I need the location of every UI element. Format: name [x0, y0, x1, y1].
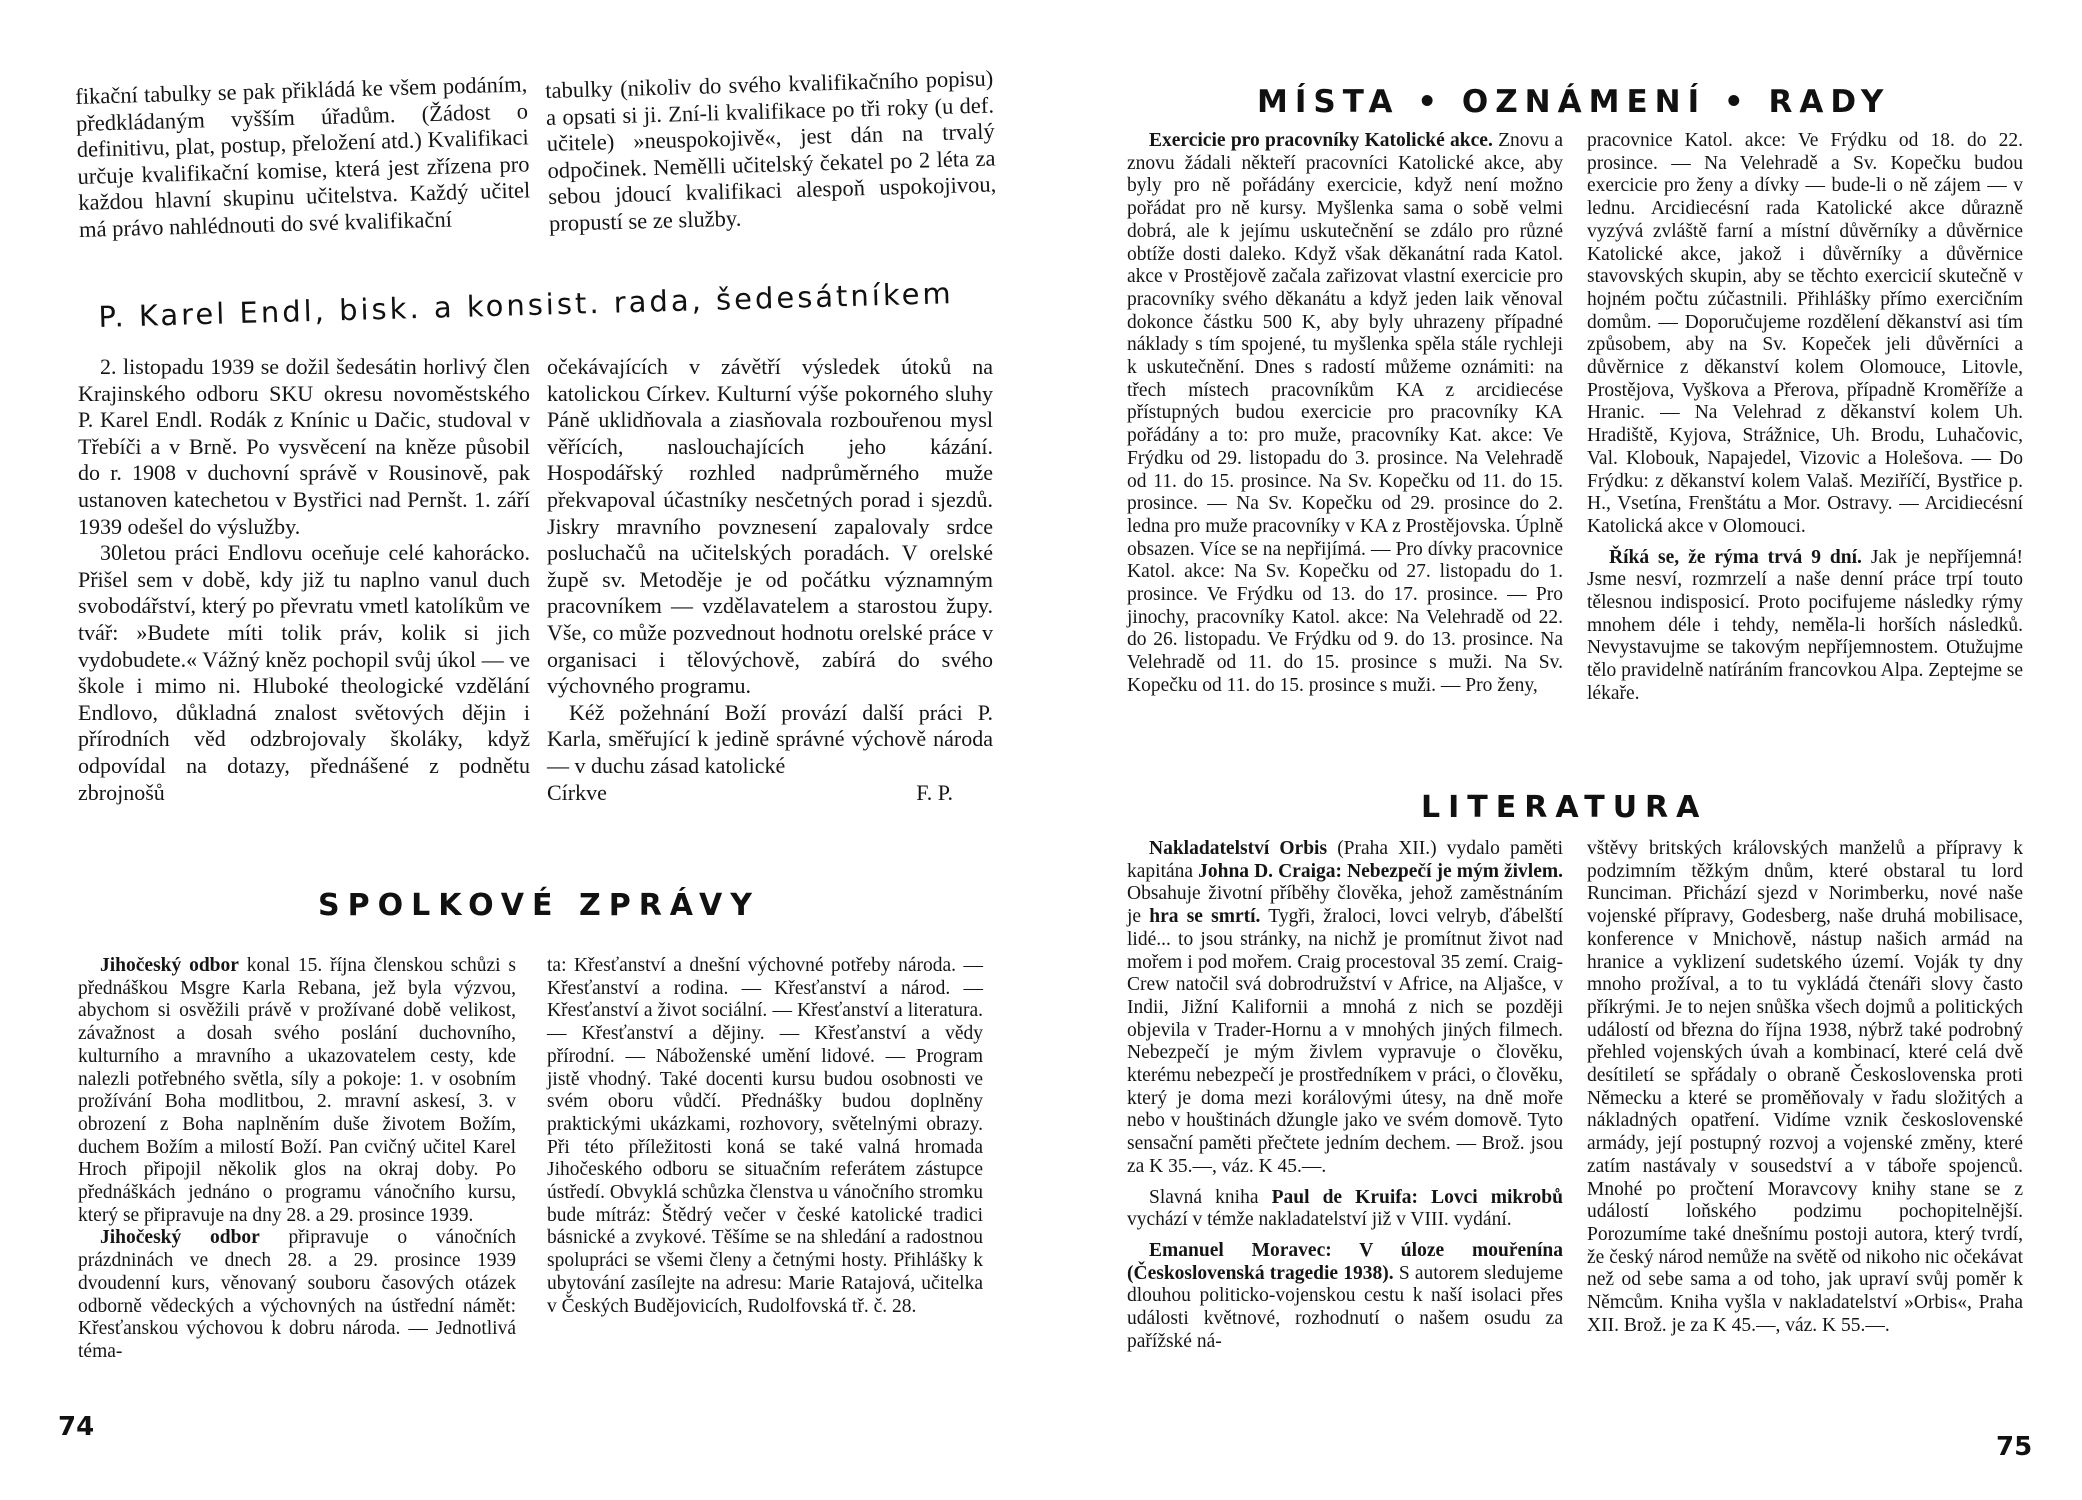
- endl-paragraph-2: 30letou práci Endlovu oceňuje celé kahorácko. Přišel sem v době, kdy již tu naplno vanul duch svobodářství, který po převratu vmetl katolíkům ve tvář: »Budete míti tolik práv, kolik si jich vydobudete.« Vážný kněz pochopil svůj úkol — ve škole i mimo ni. Hluboké theologické vzdělání Endlovo, důkladná znalost světových dějin i přírodních věd odzbrojovaly školáky, když odpovídal na dotazy, přednášené z podnětu zbrojnošů: [78, 540, 530, 805]
- literatura-heading: LITERATURA: [1421, 790, 1708, 825]
- qualification-text-part2: tabulky (nikoliv do svého kvalifikačního popisu) a opsati si ji. Zní-li kvalifikace po tři roky (u def. učitele) »neuspokojivě«, jest dán na trvalý odpočinek. Nemělli učitelský čekatel po 2 léta za sebou jdoucí kvalifikaci alespoň uspokojivou, propustí se ze služby.: [545, 65, 997, 236]
- spolkove-text-1: konal 15. října členskou schůzi s přednáškou Msgre Karla Rebana, jež byla výzvou, abychom si osvěžili právě v prožívané době velikost, závažnost a dosah svého poslání duchovního, kulturního a mravního a ukazovatelem cesty, kde nalezli potřebného světla, síly a pokoje: 1. v osobním prožívání Boha modlitbou, 2. mravní askesí, 3. v obrození z Boha naplněním duše životem Božím, duchem Božím a milostí Boží. Pan cvičný učitel Karel Hroch připojil několik glos na okraj doby. Po přednáškách jednáno o programu vánočního kursu, který se připravuje na dny 28. a 29. prosince 1939.: [78, 955, 516, 1226]
- spolkove-lead-2: Jihočeský odbor: [100, 1227, 260, 1249]
- endl-left-column: [78, 354, 530, 806]
- orbis-text-c: Obsahuje životní příběhy člověka, jehož zaměstnáním je: [1127, 883, 1563, 928]
- right-page: [1041, 0, 2082, 1500]
- spolkove-paragraph-2: [78, 1227, 516, 1363]
- kruif-paragraph: [1127, 1187, 1563, 1232]
- spolkove-text-2: připravuje o vánočních prázdninách ve dnech 28. a 29. prosince 1939 dvoudenní kurs, věnovaný souboru časových otázek odborně vědeckých a výchovných na ústřední námět: Křesťanskou výchovou k dobru národa. — Jednotlivá téma-: [78, 1227, 516, 1362]
- top-left-column: [75, 71, 531, 243]
- endl-paragraph-4: Kéž požehnání Boží provází další práci P. Karla, směřující k jedině správné výchově národa — v duchu zásad katolické: [547, 699, 993, 778]
- exercicie-text: Znovu a znovu žádali někteří pracovníci Katolické akce, aby byly pro ně pořádány exercicie, když není možno pořádat pro ně kursy. Myšlenka sama o sobě velmi dobrá, ale k jejímu uskutečnění se zdálo pro různé obtíže dosti daleko. Když však děkanátní rada Katol. akce v Prostějově začala zařizovat vlastní exercicie pro pracovníky svého děkanátu a když jeden laik věnoval dokonce částku 500 K, aby byly uhrazeny případné náklady s tím spojené, tu myšlenka spěla stále rychleji k uskutečnění. Dnes s radostí můžeme oznámiti: na třech místech pracovníkům KA z arcidiecése přístupných budou exercicie pro pracovníky KA pořádány a to: pro muže, pracovníky Kat. akce: Ve Frýdku od 29. listopadu do 3. prosince. Na Velehradě od 11. do 15. prosince. Na Sv. Kopečku od 11. do 15. prosince. — Na Sv. Kopečku od 29. prosince do 2. ledna pro muže pracovníky v KA z Prostějovska. Úplně obsazen. Více se na nepřijímá. — Pro dívky pracovnice Katol. akce: Na Sv. Kopečku od 27. listopadu do 1. prosince. Ve Frýdku od 13. do 17. prosince. — Pro jinochy, pracovníky Katol. akce: Na Velehradě od 22. do 26. listopadu. Ve Frýdku od 9. do 13. prosince. Na Velehradě od 11. do 15. prosince s muži. Na Sv. Kopečku od 11. do 15. prosince s muži. — Pro ženy,: [1127, 130, 1564, 696]
- mista-oznameni-rady-heading: MÍSTA • OZNÁMENÍ • RADY: [1257, 84, 1891, 120]
- orbis-paragraph: [1127, 838, 1563, 1179]
- exercicie-lead: Exercicie pro pracovníky Katolické akce.: [1149, 130, 1493, 151]
- exercicie-left-column: [1127, 130, 1563, 698]
- moravec-continued: vštěvy britských královských manželů a přípravy k podzimním těžkým dnům, které obstaral tu lord Runciman. Přichází sjezd v Norimberku, nové naše vojenské přípravy, Godesberg, naše druhá mobilisace, konference v Mnichově, nástup našich armád na hranice a vyklizení sudetského území. Voják ty dny mnoho prožíval, a to tu vykládá čtenáři slovy často příkrými. Je to nejen snůška všech dojmů a politických událostí od března do října 1938, nýbrž také podrobný přehled vojenských úvah a kombinací, které celá dvě desítiletí se spřádaly o obraně Československa proti Německu a které se proměňovaly v řadu složitých a nákladných opatření. Vidíme vznik československé armády, její postupný rozvoj a vojenské změny, které zatím nastávaly v sousedství a v táboře spojenců. Mnohé po pročtení Moravcovy knihy stane se z událostí loňského podzimu pochopitelnější. Porozumíme také dnešnímu postoji autora, který tvrdí, že český národ nemůže na světě od nikoho nic očekávat než od sebe sama a od toho, jak upraví svůj poměr k Němcům. Kniha vyšla v nakladatelství »Orbis«, Praha XII. Brož. je za K 45.—, váz. K 55.—.: [1587, 838, 2023, 1336]
- qualification-text-part1: fikační tabulky se pak přikládá ke všem podáním, předkládaným vyšším úřadům. (Žádost o definitivu, plat, postup, přeložení atd.) Kvalifikaci určuje kvalifikační komise, která jest zřízena pro každou hlavní skupinu učitelstva. Každý učitel má právo nahlédnouti do své kvalifikační: [75, 71, 531, 242]
- orbis-text-e: Tygři, žraloci, lovci velryb, ďábelští lidé... to jsou stránky, na nichž je promítnut život nad mořem i pod mořem. Craig procestoval 35 zemí. Craig-Crew natočil svá dobrodružství v Africe, na Aljašce, v Indii, Jižní Kalifornii a mnohá z nich se později objevila v Trader-Hornu a v mnohých jiných filmech. Nebezpečí je mým živlem vypravuje o člověku, kterému nebezpečí je prostředníkem v práci, o člověku, který je doma mezi korálovými útesy, na dně moře nebo v houštinách džungle jako ve svém domově. Tyto sensační paměti přečtete jedním dechem. — Brož. jsou za K 35.—, váz. K 45.—.: [1127, 906, 1563, 1177]
- kruif-text-c: vychází v témže nakladatelství již v VIII. vydání.: [1127, 1209, 1512, 1231]
- endl-closing-row: [547, 780, 993, 807]
- ryma-text: Jak je nepříjemná! Jsme nesví, rozmrzelí a naše denní práce trpí touto tělesnou indisposicí. Proto pocifujeme následky rýmy mnohem déle i tehdy, neměla-li horších následků. Nevystavujme se takovým nepříjemnostem. Otužujme tělo pravidelně natíráním francovkou Alpa. Zeptejme se lékaře.: [1587, 546, 2023, 704]
- spolkove-left-column: [78, 955, 516, 1364]
- top-right-column: [545, 65, 997, 236]
- spolkove-zpravy-heading: SPOLKOVÉ ZPRÁVY: [318, 888, 760, 923]
- kruif-book-title: Paul de Kruifa: Lovci mikrobů: [1271, 1186, 1563, 1208]
- endl-last-word: Církve: [547, 779, 607, 805]
- ryma-lead: Říká se, že rýma trvá 9 dní.: [1609, 546, 1862, 568]
- page-number-75: 75: [1996, 1432, 2033, 1462]
- ryma-paragraph: [1587, 547, 2023, 706]
- endl-paragraph-3: očekávajících v závětří výsledek útoků na katolickou Církev. Kulturní výše pokorného sluhy Páně uklidňovala a ziasňovala rozbouřenou mysl věřících, naslouchajících jeho kázání. Hospodářský rozhled nadprůměrného muže překvapoval účastníky nesčetných porad i sjezdů. Jiskry mravního povznesení zapalovaly srdce posluchačů na učitelských poradách. V orelské župě sv. Metoděje je od počátku významným pracovníkem — vzdělavatelem a starostou župy. Vše, co může pozvednout hodnotu orelské práce v organisaci i tělovýchově, zabírá do svého výchovného programu.: [547, 354, 993, 699]
- endl-article-title: P. Karel Endl, bisk. a konsist. rada, šedesátníkem: [98, 276, 955, 334]
- exercicie-right-column: [1587, 130, 2023, 706]
- orbis-text-a: (Praha XII.) vydalo paměti kapitána: [1127, 838, 1564, 882]
- spolkove-lead-1: Jihočeský odbor: [100, 955, 239, 976]
- literatura-right-column: [1587, 838, 2023, 1337]
- endl-signature: F. P.: [916, 779, 953, 805]
- page-number-74: 74: [58, 1412, 95, 1442]
- hra-se-smrti: hra se smrtí.: [1149, 906, 1261, 928]
- exercicie-continued: pracovnice Katol. akce: Ve Frýdku od 18. do 22. prosince. — Na Velehradě a Sv. Kopečku budou exercicie pro ženy a dívky — bude-li o ně zájem — v lednu. Arcidiecésní rada Katolické akce důrazně vyzývá zvláště farní a místní důvěrníky a důvěrnice Katolické akce, jakož i důvěrníky a důvěrnice stavovských skupin, aby se těchto exercicií skutečně v hojném počtu zúčastnili. Přihlášky přímo exercičním domům. — Doporučujeme rozdělení děkanství asi tím způsobem, aby na Sv. Kopeček jeli důvěrníci a důvěrnice z děkanství kolem Olomouce, Litovle, Prostějova, Vyškova a Přerova, případně Kroměříže a Hranic. — Na Velehrad z děkanství kolem Uh. Hradiště, Kyjova, Strážnice, Uh. Brodu, Luhačovic, Val. Klobouk, Napajedel, Vizovic a Holešova. — Do Frýdku: z děkanství kolem Valaš. Meziříčí, Bystřice p. H., Vsetína, Frenštátu a Mor. Ostravy. — Arcidiecésní Katolická akce v Olomouci.: [1587, 130, 2023, 537]
- spolkove-right-column: [547, 955, 983, 1318]
- moravec-text: S autorem sledujeme dlouhou politicko-vojenskou cestu k naší isolaci přes události květnové, rozhodnutí o našem osudu za pařížské ná-: [1127, 1262, 1564, 1352]
- endl-paragraph-1: 2. listopadu 1939 se dožil šedesátin horlivý člen Krajinského odboru SKU okresu novoměstského P. Karel Endl. Rodák z Knínic u Dačic, studoval v Třebíči a v Brně. Po vysvěcení na kněze působil do r. 1908 v duchovní správě v Rousinově, pak ustanoven katechetou v Bystřici nad Pernšt. 1. září 1939 odešel do výslužby.: [78, 354, 530, 539]
- craig-book-title: Johna D. Craiga: Nebezpečí je mým živlem.: [1198, 860, 1563, 882]
- endl-right-column: [547, 354, 993, 806]
- moravec-paragraph: [1127, 1240, 1563, 1354]
- orbis-lead: Nakladatelství Orbis: [1149, 838, 1328, 859]
- literatura-left-column: [1127, 838, 1563, 1353]
- moravec-lead: Emanuel Moravec: V úloze mouřenína (Československá tragedie 1938).: [1127, 1239, 1563, 1284]
- kruif-text-a: Slavná kniha: [1149, 1186, 1259, 1208]
- spolkove-paragraph-3: ta: Křesťanství a dnešní výchovné potřeby národa. — Křesťanství a rodina. — Křesťanství a národ. — Křesťanství a život sociální. — Křesťanství a literatura. — Křesťanství a dějiny. — Křesťanství a vědy přírodní. — Náboženské umění lidové. — Program jistě vhodný. Také docenti kursu budou osobnosti ve svém oboru vůdčí. Přednášky budou doplněny praktickými ukázkami, rozhovory, světelnými obrazy. Při této příležitosti koná se také valná hromada Jihočeského odboru se situačním referátem zástupce ústředí. Obvyklá schůzka členstva u vánočního stromku bude mítráz: Štědrý večer v české katolické tradici básnické a zvykové. Těšíme se na shledání a radostnou spolupráci se všemi členy a četnými hosty. Přihlášky k ubytování zasílejte na adresu: Marie Ratajová, učitelka v Českých Budějovicích, Rudolfovská tř. č. 28.: [547, 955, 983, 1317]
- exercicie-paragraph: [1127, 130, 1563, 698]
- spolkove-paragraph-1: [78, 955, 516, 1227]
